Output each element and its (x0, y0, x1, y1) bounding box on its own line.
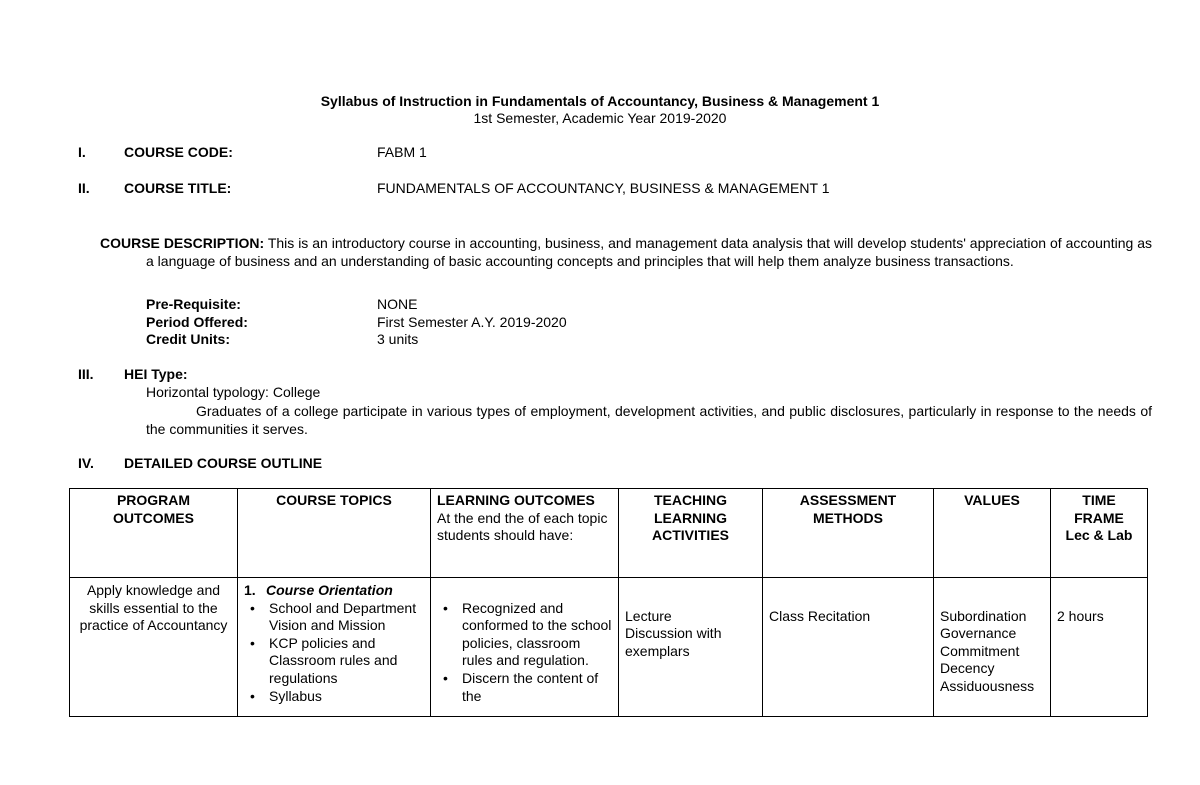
section-numeral-hei: III. (78, 366, 94, 382)
course-title-label: COURSE TITLE: (124, 180, 232, 196)
teaching-activity: Lecture (625, 607, 672, 624)
hei-type-label: HEI Type: (124, 366, 188, 382)
list-item: • School and Department Vision and Mission (269, 600, 424, 635)
header-course-topics: COURSE TOPICS (238, 489, 431, 578)
value-item: Subordination (940, 607, 1027, 624)
cell-program-outcome: Apply knowledge and skills essential to the practice of Accountancy (70, 578, 238, 717)
assessment-method: Class Recitation (769, 607, 871, 624)
header-teaching-activities: TEACHING LEARNING ACTIVITIES (619, 489, 763, 578)
outline-label: DETAILED COURSE OUTLINE (124, 455, 323, 471)
course-description (100, 234, 1152, 270)
header-values: VALUES (934, 489, 1051, 578)
topic-heading (244, 582, 424, 600)
hei-description (146, 402, 1152, 438)
section-numeral-course-title: II. (78, 180, 90, 196)
document-title: Syllabus of Instruction in Fundamentals of Accountancy, Business & Management 1 (320, 93, 880, 109)
pre-requisite-label: Pre-Requisite: (146, 296, 241, 312)
topic-title: Course Orientation (266, 582, 393, 598)
pre-requisite-value: NONE (377, 296, 418, 312)
value-item: Assiduousness (940, 677, 1035, 694)
topic-number: 1. (244, 582, 256, 598)
section-numeral-outline: IV. (78, 455, 94, 471)
header-assessment-methods: ASSESSMENT METHODS (763, 489, 934, 578)
time-frame-value: 2 hours (1057, 607, 1104, 624)
document-subtitle: 1st Semester, Academic Year 2019-2020 (473, 110, 727, 126)
credit-units-label: Credit Units: (146, 331, 230, 347)
list-item: • Syllabus (269, 688, 424, 706)
hei-typology: Horizontal typology: College (146, 384, 321, 400)
cell-assessment (763, 578, 934, 717)
list-item: • Discern the content of the (462, 670, 612, 705)
list-item: • KCP policies and Classroom rules and regulations (269, 635, 424, 688)
period-offered-value: First Semester A.Y. 2019-2020 (377, 314, 567, 330)
header-learning-outcomes-title: LEARNING OUTCOMES (437, 492, 595, 508)
cell-values (934, 578, 1051, 717)
value-item: Commitment (940, 642, 1020, 659)
period-offered-label: Period Offered: (146, 314, 248, 330)
value-item: Decency (940, 660, 995, 677)
course-outline-table (69, 488, 1148, 717)
header-program-outcomes: PROGRAM OUTCOMES (70, 489, 238, 578)
teaching-activity: Discussion with exemplars (625, 625, 722, 659)
learning-outcomes-list (437, 600, 612, 706)
hei-description-text: Graduates of a college participate in various types of employment, development activities, and public disclosures, particularly in response to the needs of the communities it serves. (146, 403, 1152, 437)
header-learning-outcomes (431, 489, 619, 578)
course-code-value: FABM 1 (377, 144, 427, 160)
cell-course-topics (238, 578, 431, 717)
cell-time-frame (1051, 578, 1148, 717)
course-code-label: COURSE CODE: (124, 144, 233, 160)
header-time-frame-title: TIME FRAME (1074, 492, 1124, 526)
header-time-frame-sub: Lec & Lab (1065, 527, 1133, 544)
list-item: • Recognized and conformed to the school policies, classroom rules and regulation. (462, 600, 612, 670)
value-item: Governance (940, 625, 1017, 642)
header-time-frame (1051, 489, 1148, 578)
course-description-label: COURSE DESCRIPTION: (100, 235, 265, 251)
course-description-text: This is an introductory course in accounting, business, and management data analysis that will develop students' appreciation of accounting as a language of business and an understanding of basic accounting concepts and principles that will help them analyze business transactions. (146, 235, 1152, 269)
section-numeral-course-code: I. (78, 144, 86, 160)
credit-units-value: 3 units (377, 331, 419, 347)
course-title-value: FUNDAMENTALS OF ACCOUNTANCY, BUSINESS & MANAGEMENT 1 (377, 180, 830, 196)
topic-items-list (244, 600, 424, 706)
header-learning-outcomes-sub: At the end the of each topic students should have: (437, 509, 608, 544)
cell-learning-outcomes (431, 578, 619, 717)
table-row (70, 578, 1148, 717)
cell-teaching-activities (619, 578, 763, 717)
table-header-row (70, 489, 1148, 578)
